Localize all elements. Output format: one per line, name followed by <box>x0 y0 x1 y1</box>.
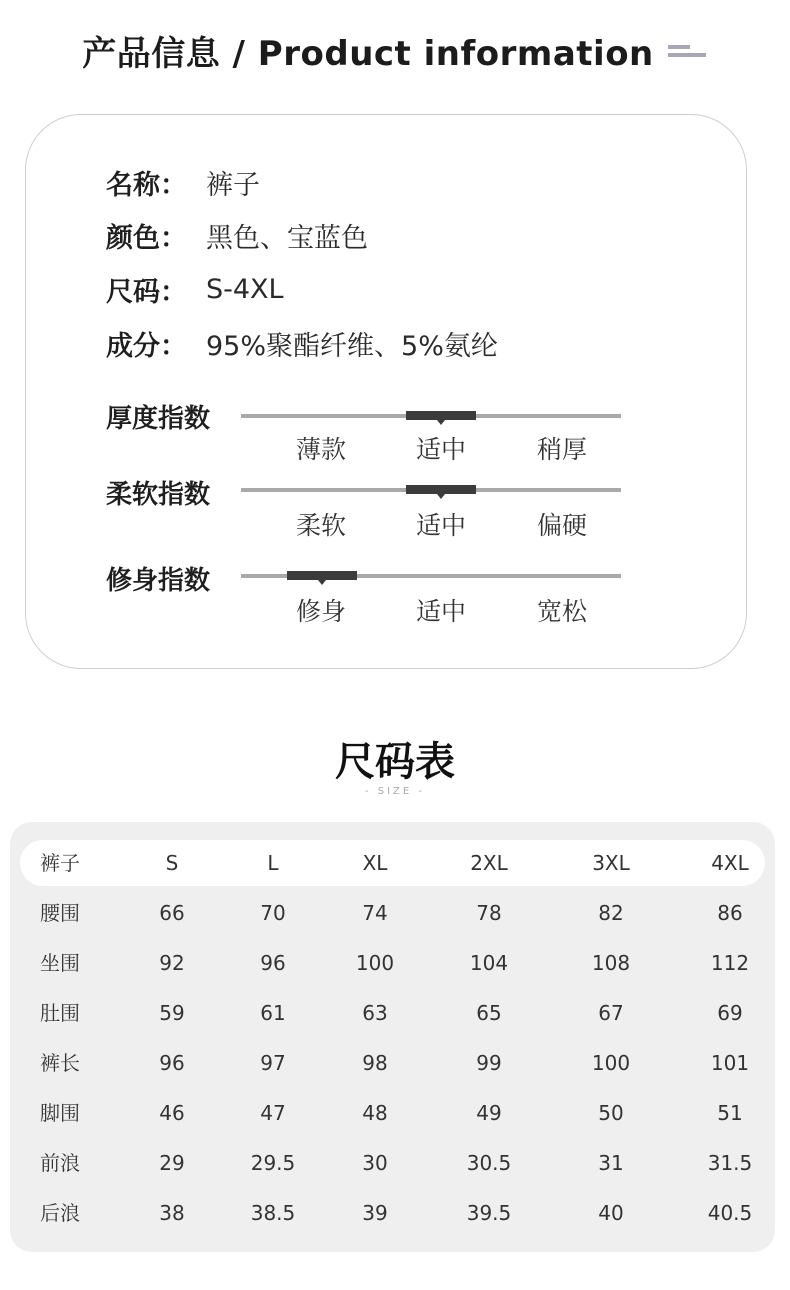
table-cell: 100 <box>355 951 395 975</box>
table-cell: 51 <box>717 1101 743 1125</box>
table-cell: 38.5 <box>250 1201 296 1225</box>
table-header-size: XL <box>362 851 388 875</box>
table-cell: 98 <box>362 1051 388 1075</box>
table-header-size: 3XL <box>592 851 630 875</box>
softness-index-track <box>241 488 621 492</box>
table-cell: 69 <box>717 1001 743 1025</box>
thickness-index-marker <box>406 411 476 420</box>
thickness-option: 薄款 <box>295 435 346 464</box>
table-cell: 31 <box>598 1151 624 1175</box>
table-cell: 96 <box>260 951 286 975</box>
table-row-label: 裤长 <box>40 1051 80 1075</box>
title-decoration-icon <box>668 41 708 59</box>
table-cell: 30 <box>362 1151 388 1175</box>
size-table <box>10 822 775 1252</box>
table-cell: 47 <box>260 1101 286 1125</box>
table-cell: 59 <box>159 1001 185 1025</box>
table-cell: 92 <box>159 951 185 975</box>
table-cell: 50 <box>598 1101 624 1125</box>
table-cell: 46 <box>159 1101 185 1125</box>
table-header-size: 2XL <box>470 851 508 875</box>
softness-index-marker <box>406 485 476 494</box>
table-cell: 65 <box>476 1001 502 1025</box>
size-chart-title: 尺码表 <box>335 738 455 785</box>
table-cell: 67 <box>598 1001 624 1025</box>
fit-index-track <box>241 574 621 578</box>
table-cell: 40.5 <box>707 1201 753 1225</box>
table-cell: 104 <box>469 951 509 975</box>
table-cell: 29.5 <box>250 1151 296 1175</box>
thickness-option: 适中 <box>415 435 466 464</box>
table-cell: 38 <box>159 1201 185 1225</box>
table-cell: 96 <box>159 1051 185 1075</box>
thickness-index-label: 厚度指数 <box>106 404 211 434</box>
table-cell: 78 <box>476 901 502 925</box>
table-row-label: 坐围 <box>40 951 80 975</box>
thickness-option: 稍厚 <box>536 435 587 464</box>
thickness-index-track <box>241 414 621 418</box>
table-row-label: 腰围 <box>40 901 80 925</box>
table-header-size: 4XL <box>711 851 749 875</box>
table-header-size: L <box>267 851 279 875</box>
table-cell: 74 <box>362 901 388 925</box>
info-row-size <box>106 270 284 309</box>
table-cell: 61 <box>260 1001 286 1025</box>
softness-index-label: 柔软指数 <box>106 480 211 510</box>
table-header-size: S <box>165 851 179 875</box>
fit-option: 宽松 <box>536 597 587 626</box>
table-cell: 39.5 <box>466 1201 512 1225</box>
table-row-label: 后浪 <box>40 1201 80 1225</box>
table-cell: 31.5 <box>707 1151 753 1175</box>
table-cell: 40 <box>598 1201 624 1225</box>
info-value: 黑色、宝蓝色 <box>206 223 368 254</box>
info-value: S-4XL <box>206 274 284 305</box>
table-cell: 82 <box>598 901 624 925</box>
fit-option: 适中 <box>415 597 466 626</box>
fit-index-label: 修身指数 <box>106 566 211 596</box>
table-cell: 112 <box>710 951 750 975</box>
page-header <box>0 28 790 72</box>
table-header-category: 裤子 <box>40 851 80 875</box>
table-cell: 99 <box>476 1051 502 1075</box>
fit-option: 修身 <box>295 597 346 626</box>
info-label: 成分： <box>106 331 187 362</box>
softness-option: 偏硬 <box>536 511 587 540</box>
table-cell: 39 <box>362 1201 388 1225</box>
table-cell: 66 <box>159 901 185 925</box>
info-label: 颜色： <box>106 223 187 254</box>
info-label: 尺码： <box>106 277 187 308</box>
table-row-label: 肚围 <box>40 1001 80 1025</box>
table-cell: 49 <box>476 1101 502 1125</box>
table-cell: 70 <box>260 901 286 925</box>
size-chart-subtitle: - SIZE - <box>364 786 426 797</box>
table-cell: 101 <box>710 1051 750 1075</box>
table-cell: 63 <box>362 1001 388 1025</box>
table-row-label: 脚围 <box>40 1101 80 1125</box>
softness-option: 适中 <box>415 511 466 540</box>
softness-option: 柔软 <box>295 511 346 540</box>
table-cell: 86 <box>717 901 743 925</box>
page-title: 产品信息 / Product information <box>82 33 654 74</box>
table-cell: 100 <box>591 1051 631 1075</box>
info-value: 裤子 <box>206 170 260 201</box>
table-cell: 29 <box>159 1151 185 1175</box>
table-cell: 97 <box>260 1051 286 1075</box>
info-value: 95%聚酯纤维、5%氨纶 <box>206 331 498 362</box>
product-info-card <box>25 114 747 669</box>
table-cell: 30.5 <box>466 1151 512 1175</box>
table-row-label: 前浪 <box>40 1151 80 1175</box>
info-row-name <box>106 163 260 202</box>
info-label: 名称： <box>106 170 187 201</box>
fit-index-marker <box>287 571 357 580</box>
table-cell: 108 <box>591 951 631 975</box>
info-row-color <box>106 216 368 255</box>
info-row-material <box>106 324 498 363</box>
table-cell: 48 <box>362 1101 388 1125</box>
